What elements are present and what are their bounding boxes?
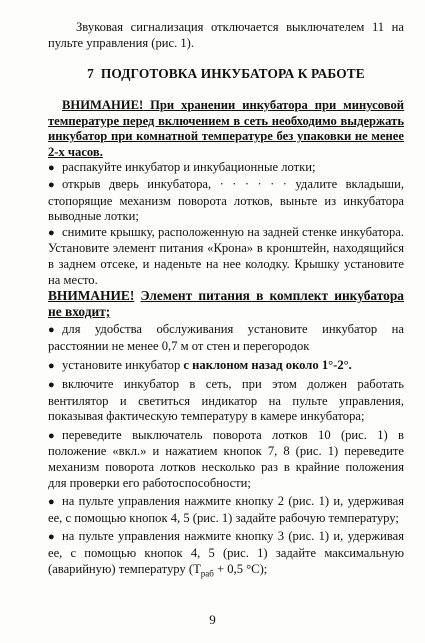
bullet-icon: ● — [48, 162, 55, 175]
intro-line-1: Звуковая сигнализация отключается выключателем 11 на — [76, 20, 404, 34]
subscript-rab: раб — [200, 568, 214, 579]
list-item-text: на пульте управления нажмите кнопку 2 (рис. 1) и, удерживая ее, с помощью кнопок 4, 5 (рис. 1) задайте рабочую температуру; — [48, 494, 404, 525]
section-number: 7 — [87, 66, 94, 81]
list-item-text: для удобства обслуживания установите инкубатор на расстоянии не менее 0,7 м от стен и перегородок — [48, 322, 404, 353]
bullet-icon: ● — [48, 324, 55, 337]
bullet-icon: ● — [48, 379, 55, 392]
list-item — [48, 225, 404, 288]
list-item — [48, 160, 404, 177]
list-item — [48, 494, 404, 526]
list-item-text: открыв дверь инкубатора, · · · · · · удалите вкладыши, стопорящие механизм поворота лотков, выньте из инкубатора выводные лотки; — [48, 176, 404, 224]
list-item — [48, 377, 404, 425]
bullet-icon: ● — [48, 531, 55, 544]
section-heading — [48, 66, 404, 82]
warning-text: При хранении инкубатора при минусовой температуре перед включением в сеть необходимо выдержать инкубатор при комнатной температуре без упаковки не менее 2-х часов. — [48, 98, 404, 159]
intro-line-2: пульте управления (рис. 1). — [48, 35, 195, 50]
list-item — [48, 177, 404, 225]
bullet-icon: ● — [48, 359, 55, 372]
warning-label: ВНИМАНИЕ! — [48, 288, 135, 304]
list-item-text: снимите крышку, расположенную на задней стенке инкубатора. Установите элемент питания «Крона» в кронштейн, находящийся в заднем отсеке, и наденьте на нее колодку. Крышку установите на место. — [48, 224, 404, 287]
bullet-icon: ● — [48, 496, 55, 509]
list-item — [48, 428, 404, 491]
section-body — [48, 98, 404, 582]
intro-paragraph — [48, 20, 404, 51]
list-item-text: установите инкубатор — [62, 357, 184, 372]
list-item-text: распакуйте инкубатор и инкубационные лотки; — [62, 160, 316, 175]
list-item-text: включите инкубатор в сеть, при этом должен работать вентилятор и светиться индикатор на пульте управления, показывая фактическую температуру в камере инкубатора; — [48, 377, 404, 424]
list-item — [48, 358, 404, 375]
bullet-icon: ● — [48, 178, 55, 191]
warning-battery — [48, 288, 404, 319]
list-item-text-end: + 0,5 °С); — [213, 561, 268, 576]
tilt-emphasis: с наклоном назад около 1°-2°. — [183, 357, 352, 372]
bullet-icon: ● — [48, 226, 55, 239]
page-number: 9 — [209, 612, 216, 627]
warning-storage — [48, 98, 404, 160]
list-item-text: переведите выключатель поворота лотков 10 (рис. 1) в положение «вкл.» и нажатием кнопок 7, 8 (рис. 1) переведите механизм поворота лотков несколько раз в крайние положения для проверки его работоспособности; — [48, 427, 404, 490]
list-item — [48, 529, 404, 581]
warning-label: ВНИМАНИЕ! — [62, 98, 144, 112]
section-title: ПОДГОТОВКА ИНКУБАТОРА К РАБОТЕ — [100, 66, 365, 81]
warning-text: Элемент питания в комплект инкубатора не входит; — [48, 288, 404, 319]
list-item-text: на пульте управления нажмите кнопку 3 (рис. 1) и, удерживая ее, с помощью кнопок 4, 5 (рис. 1) задайте максимальную (аварийную) температуру (Т — [48, 529, 404, 576]
list-item — [48, 322, 404, 354]
bullet-icon: ● — [48, 429, 55, 442]
